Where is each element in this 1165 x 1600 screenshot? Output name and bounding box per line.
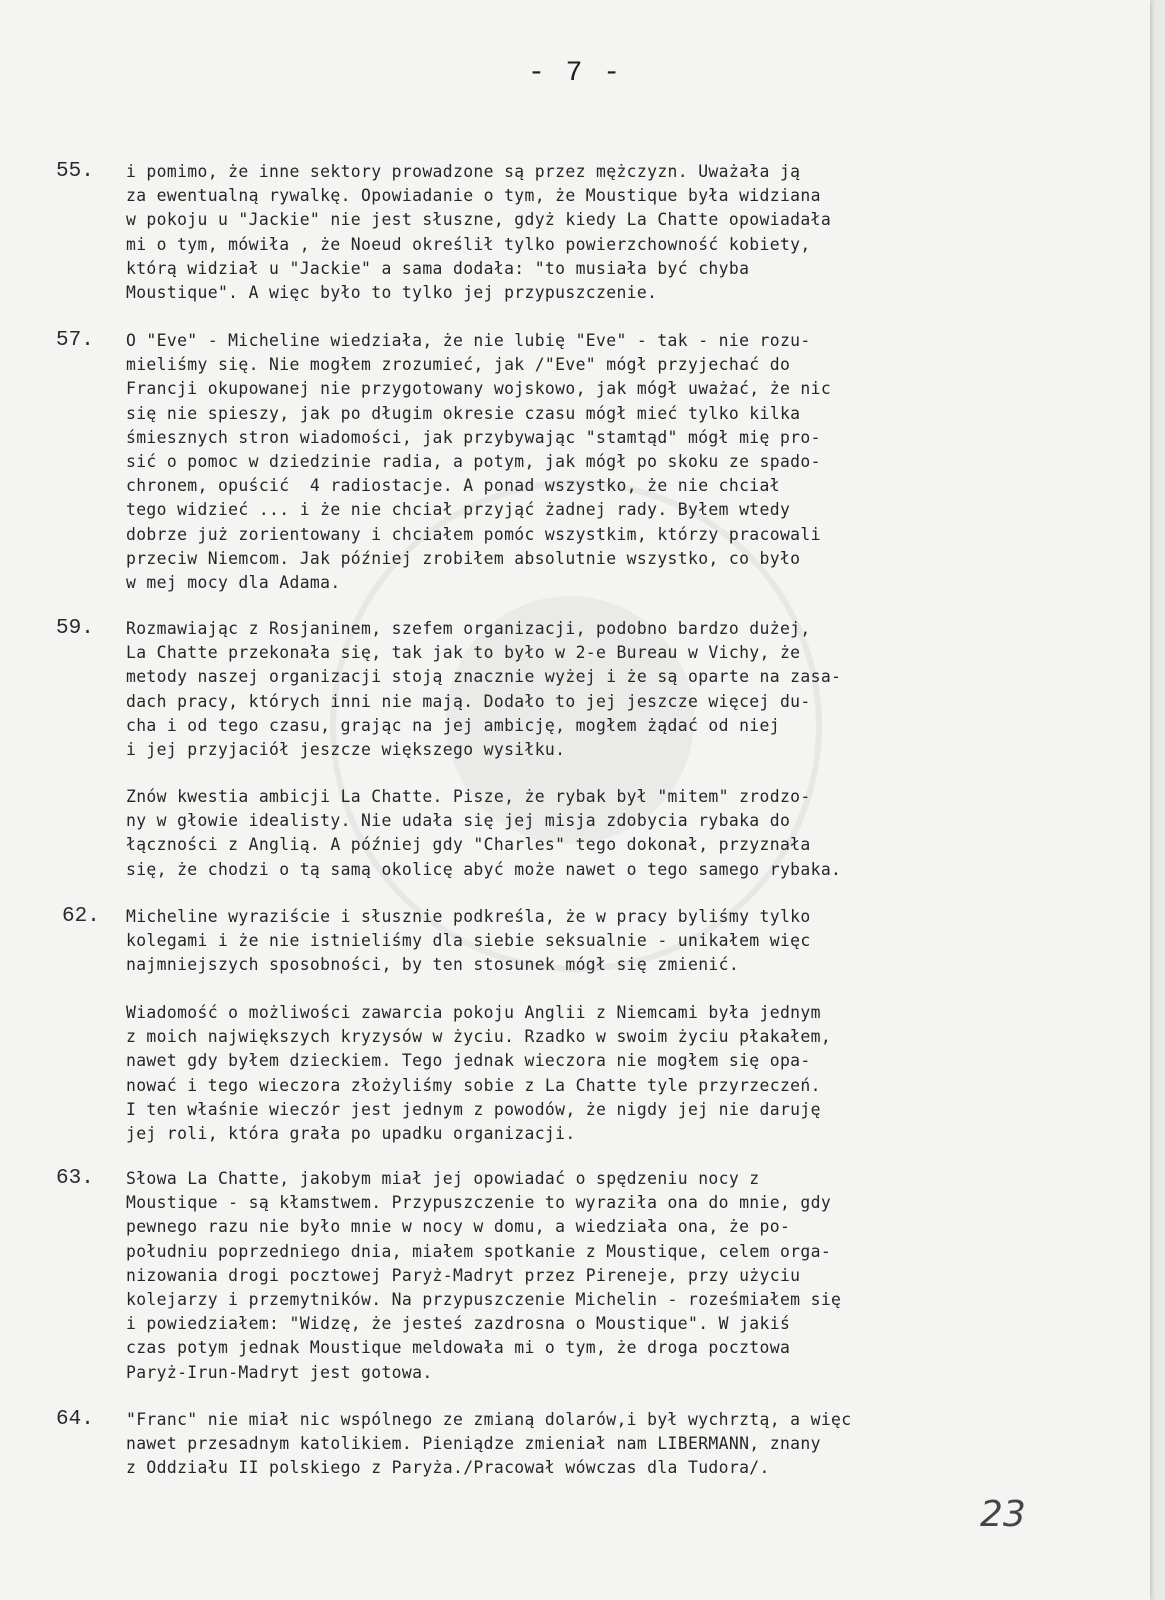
text-line: czas potym jednak Moustique meldowała mi o tym, że droga pocztowa xyxy=(126,1338,791,1358)
text-line: "Franc" nie miał nic wspólnego ze zmianą dolarów,i był wychrztą, a więc xyxy=(126,1410,852,1429)
text-line: nizowania drogi pocztowej Paryż-Madryt przez Pireneje, przy użyciu xyxy=(126,1265,801,1285)
text-line: jej roli, która grała po upadku organizacji. xyxy=(126,1124,576,1143)
text-line: kolejarzy i przemytników. Na przypuszczenie Michelin - roześmiałem się xyxy=(126,1290,842,1309)
text-line: i powiedziałem: "Widzę, że jesteś zazdrosna o Moustique". W jakiś xyxy=(126,1314,791,1334)
text-line: się nie spieszy, jak po długim okresie czasu mógł mieć tylko kilka xyxy=(126,403,801,423)
text-line: którą widział u "Jackie" a sama dodała: "to musiała być chyba xyxy=(126,258,750,278)
text-line: dach pracy, których inni nie mają. Dodało to jej jeszcze więcej du- xyxy=(126,691,811,711)
page-number: - 7 - xyxy=(527,58,622,89)
text-line: tego widzieć ... i że nie chciał przyjąć żadnej rady. Byłem wtedy xyxy=(126,500,791,520)
text-line: i pomimo, że inne sektory prowadzone są przez mężczyzn. Uważała ją xyxy=(126,162,801,181)
text-line: przeciw Niemcom. Jak później zrobiłem absolutnie wszystko, co było xyxy=(126,548,801,568)
text-line: mieliśmy się. Nie mogłem zrozumieć, jak /"Eve" mógł przyjechać do xyxy=(126,355,791,375)
text-line: Znów kwestia ambicji La Chatte. Pisze, że rybak był "mitem" zrodzo- xyxy=(126,787,811,806)
text-line: pewnego razu nie było mnie w nocy w domu, a wiedziała ona, że po- xyxy=(126,1217,791,1237)
paragraph-number: 59. xyxy=(56,617,94,640)
text-line: najmniejszych sposobności, by ten stosunek mógł się zmienić. xyxy=(126,955,740,975)
text-line: cha i od tego czasu, grając na jej ambicję, mogłem żądać od niej xyxy=(126,715,780,735)
text-line: w mej mocy dla Adama. xyxy=(126,573,341,592)
text-line: się, że chodzi o tą samą okolicę abyć może nawet o tego samego rybaka. xyxy=(126,859,842,879)
text-line: Moustique - są kłamstwem. Przypuszczenie to wyraziła ona do mnie, gdy xyxy=(126,1193,832,1213)
text-line: I ten właśnie wieczór jest jednym z powodów, że nigdy jej nie daruję xyxy=(126,1099,821,1119)
text-line: za ewentualną rywalkę. Opowiadanie o tym, że Moustique była widziana xyxy=(126,186,821,206)
text-line: Słowa La Chatte, jakobym miał jej opowiadać o spędzeniu nocy z xyxy=(126,1169,760,1188)
text-line: La Chatte przekonała się, tak jak to było w 2-e Bureau w Vichy, że xyxy=(126,643,801,663)
text-line: z moich największych kryzysów w życiu. Rzadko w swoim życiu płakałem, xyxy=(126,1027,832,1047)
paragraph-number: 55. xyxy=(56,160,94,183)
text-line: Rozmawiając z Rosjaninem, szefem organizacji, podobno bardzo dużej, xyxy=(126,619,811,638)
text-line: ny w głowie idealisty. Nie udała się jej misja zdobycia rybaka do xyxy=(126,811,791,831)
text-line: śmiesznych stron wiadomości, jak przybywając "stamtąd" mógł mię pro- xyxy=(126,427,821,447)
paragraph-number: 57. xyxy=(56,329,94,352)
text-line: z Oddziału II polskiego z Paryża./Pracował wówczas dla Tudora/. xyxy=(126,1458,770,1478)
text-line: Wiadomość o możliwości zawarcia pokoju Anglii z Niemcami była jednym xyxy=(126,1003,821,1022)
text-line: nawet gdy byłem dzieckiem. Tego jednak wieczora nie mogłem się opa- xyxy=(126,1051,811,1071)
text-line: chronem, opuścić 4 radiostacje. A ponad wszystko, że nie chciał xyxy=(126,476,780,496)
text-line: łączności z Anglią. A później gdy "Charles" tego dokonał, przyznała xyxy=(126,835,811,855)
text-line: kolegami i że nie istnieliśmy dla siebie seksualnie - unikałem więc xyxy=(126,931,811,951)
text-line: O "Eve" - Micheline wiedziała, że nie lubię "Eve" - tak - nie rozu- xyxy=(126,331,811,350)
paragraph-number: 64. xyxy=(56,1408,94,1431)
text-line: nawet przesadnym katolikiem. Pieniądze zmieniał nam LIBERMANN, znany xyxy=(126,1434,821,1454)
text-line: i jej przyjaciół jeszcze większego wysiłku. xyxy=(126,740,566,759)
text-line: Francji okupowanej nie przygotowany wojskowo, jak mógł uważać, że nic xyxy=(126,379,832,399)
text-line: Moustique". A więc było to tylko jej przypuszczenie. xyxy=(126,283,658,302)
text-line: w pokoju u "Jackie" nie jest słuszne, gdyż kiedy La Chatte opowiadała xyxy=(126,210,832,230)
paragraph-number: 62. xyxy=(62,905,100,928)
text-line: Paryż-Irun-Madryt jest gotowa. xyxy=(126,1362,433,1382)
paragraph-number: 63. xyxy=(56,1167,94,1190)
handwritten-page-number: 23 xyxy=(980,1494,1026,1535)
text-line: sić o pomoc w dziedzinie radia, a potym, jak mógł po skoku ze spado- xyxy=(126,452,821,471)
text-line: dobrze już zorientowany i chciałem pomóc wszystkim, którzy pracowali xyxy=(126,524,821,544)
text-line: metody naszej organizacji stoją znacznie wyżej i że są oparte na zasa- xyxy=(126,667,842,687)
text-line: południu poprzedniego dnia, miałem spotkanie z Moustique, celem orga- xyxy=(126,1241,832,1261)
text-line: nować i tego wieczora złożyliśmy sobie z La Chatte tyle przyrzeczeń. xyxy=(126,1075,821,1095)
text-line: Micheline wyraziście i słusznie podkreśla, że w pracy byliśmy tylko xyxy=(126,907,811,926)
text-line: mi o tym, mówiła , że Noeud określił tylko powierzchowność kobiety, xyxy=(126,234,811,254)
